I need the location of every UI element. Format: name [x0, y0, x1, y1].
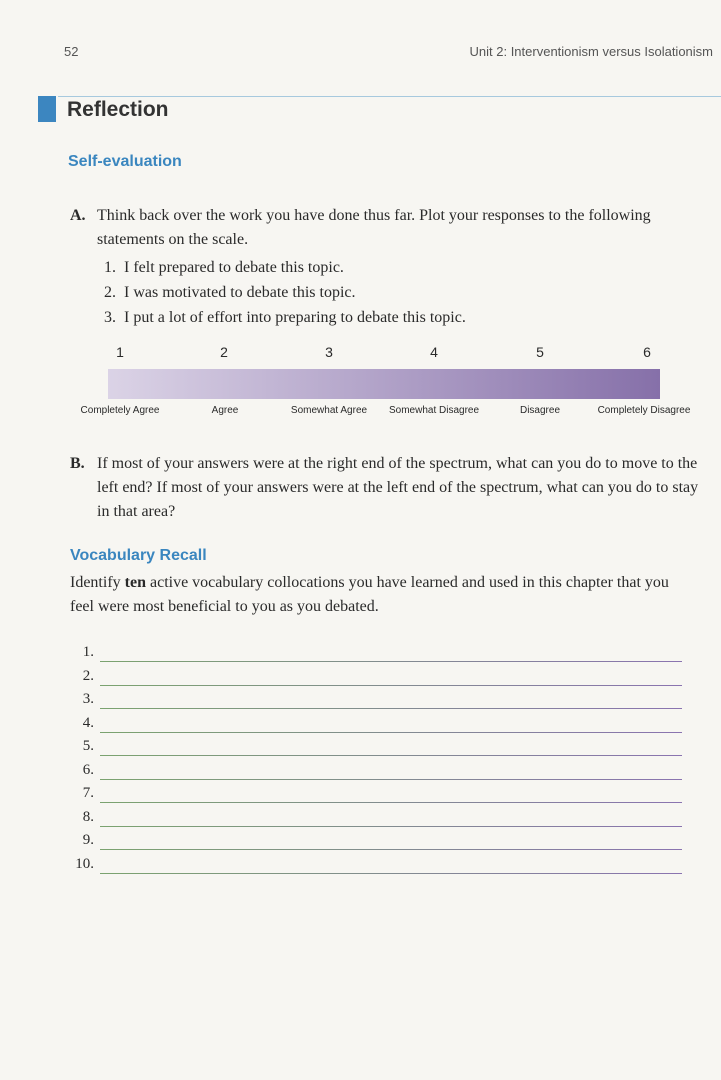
section-title: Reflection: [67, 98, 169, 121]
statement-number: 1.: [104, 259, 116, 276]
scale-number: 2: [220, 344, 228, 360]
answer-line[interactable]: [100, 826, 682, 827]
line-number: 7.: [82, 785, 94, 801]
scale-label: Agree: [211, 405, 239, 416]
vocabulary-intro-bold: ten: [124, 574, 146, 591]
line-number: 3.: [82, 691, 94, 707]
statement-text: I was motivated to debate this topic.: [124, 284, 356, 301]
answer-line[interactable]: [100, 755, 682, 756]
statement-number: 2.: [104, 284, 116, 301]
line-number: 6.: [82, 761, 94, 778]
list-item: [70, 666, 682, 690]
line-number: 2.: [82, 667, 94, 684]
vocabulary-answer-lines: [70, 642, 682, 877]
answer-line[interactable]: [100, 732, 682, 733]
part-a: [70, 204, 700, 252]
scale-numbers: [108, 344, 660, 364]
line-number: 10.: [75, 855, 94, 872]
list-item: [70, 783, 682, 807]
scale-label: Disagree: [519, 405, 561, 416]
list-item: [70, 713, 682, 737]
vocabulary-recall-heading: Vocabulary Recall: [70, 547, 207, 564]
list-item: [104, 280, 466, 305]
scale-number: 5: [536, 344, 544, 360]
answer-line[interactable]: [100, 779, 682, 780]
vocabulary-intro-after: active vocabulary collocations you have learned and used in this chapter that you feel were most beneficial to you as you debated.: [70, 574, 669, 615]
answer-line[interactable]: [100, 802, 682, 803]
line-number: 1.: [82, 644, 94, 660]
list-item: [70, 807, 682, 831]
statement-text: I felt prepared to debate this topic.: [124, 259, 344, 276]
answer-line[interactable]: [100, 849, 682, 850]
list-item: [104, 255, 466, 280]
statement-text: I put a lot of effort into preparing to debate this topic.: [124, 309, 466, 326]
line-number: 9.: [82, 832, 94, 848]
unit-title: Unit 2: Interventionism versus Isolationism: [469, 44, 713, 59]
list-item: [104, 305, 466, 330]
answer-line[interactable]: [100, 708, 682, 709]
statement-number: 3.: [104, 309, 116, 326]
line-number: 5.: [82, 738, 94, 754]
answer-line[interactable]: [100, 661, 682, 662]
list-item: [70, 830, 682, 854]
part-a-label: A.: [70, 207, 86, 224]
answer-line[interactable]: [100, 685, 682, 686]
answer-line[interactable]: [100, 873, 682, 874]
scale-number: 1: [116, 344, 124, 360]
list-item: [70, 736, 682, 760]
part-b: [70, 452, 700, 524]
scale-number: 3: [325, 344, 333, 360]
scale-labels: [60, 405, 700, 425]
vocabulary-intro: [70, 571, 685, 619]
section-marker: [38, 96, 56, 122]
agreement-scale-bar[interactable]: [108, 369, 660, 399]
scale-number: 4: [430, 344, 438, 360]
part-b-label: B.: [70, 455, 85, 472]
scale-label: Somewhat Disagree: [388, 405, 480, 416]
scale-label: Completely Agree: [80, 405, 160, 416]
list-item: [70, 760, 682, 784]
scale-label: Somewhat Agree: [290, 405, 368, 416]
scale-label: Completely Disagree: [597, 405, 691, 416]
part-b-text: If most of your answers were at the right end of the spectrum, what can you do to move to the left end? If most of your answers were at the left end of the spectrum, what can you do to stay in that area?: [97, 455, 699, 520]
list-item: [70, 642, 682, 666]
header-rule: [58, 96, 721, 97]
list-item: [70, 854, 682, 878]
line-number: 4.: [82, 714, 94, 731]
self-evaluation-heading: Self-evaluation: [68, 153, 182, 170]
statement-list: [104, 255, 466, 330]
part-a-text: Think back over the work you have done thus far. Plot your responses to the following statements on the scale.: [97, 207, 651, 248]
scale-number: 6: [643, 344, 651, 360]
page-number: 52: [64, 44, 79, 59]
vocabulary-intro-before: Identify: [70, 574, 125, 591]
line-number: 8.: [82, 808, 94, 825]
list-item: [70, 689, 682, 713]
